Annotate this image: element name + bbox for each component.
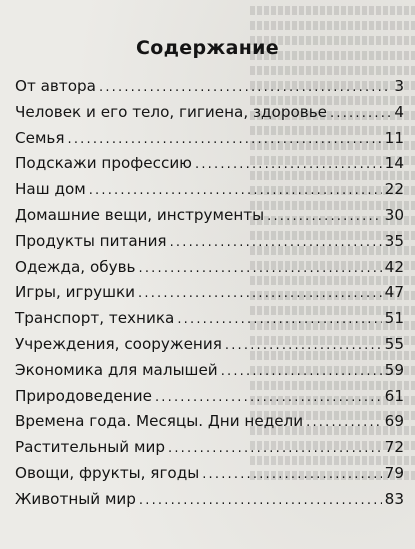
toc-entry-label: Учреждения, сооружения (15, 334, 222, 353)
toc-entry (15, 306, 404, 332)
toc-entry-label: Экономика для малышей (15, 360, 218, 379)
toc-entry (15, 151, 404, 177)
toc-page-number: 83 (384, 489, 404, 508)
toc-leader-dots (170, 230, 382, 256)
toc-page-number: 69 (384, 412, 404, 431)
toc-leader-dots (177, 307, 381, 333)
toc-page-number: 22 (384, 180, 404, 199)
toc-entry-label: Природоведение (15, 386, 152, 405)
toc-entry-label: Растительный мир (15, 438, 165, 457)
toc-entry (15, 384, 404, 410)
toc-leader-dots (138, 281, 382, 307)
toc-page-number: 3 (394, 77, 404, 95)
toc-leader-dots (139, 256, 382, 282)
toc-page-number: 4 (394, 102, 404, 121)
toc-entry (15, 100, 404, 126)
toc-entry-label: Овощи, фрукты, ягоды (15, 463, 200, 482)
toc-entry-label: Семья (15, 128, 65, 147)
toc-page-number: 14 (384, 154, 404, 173)
toc-entry (15, 229, 404, 255)
toc-entry-label: Транспорт, техника (15, 309, 175, 328)
toc-entry (15, 461, 404, 487)
toc-leader-dots (99, 75, 391, 101)
toc-page-number: 55 (384, 334, 404, 353)
toc-entry-label: Животный мир (15, 489, 136, 508)
toc-page-number: 30 (384, 205, 404, 224)
toc-leader-dots (202, 462, 381, 488)
toc-entry (15, 435, 404, 461)
toc-leader-dots (139, 488, 382, 514)
toc-entry (15, 177, 404, 203)
toc-entry-label: Наш дом (15, 180, 86, 199)
toc-entry-label: Домашние вещи, инструменты (15, 205, 265, 224)
toc-leader-dots (195, 152, 382, 178)
toc-leader-dots (155, 385, 382, 411)
toc-page-number: 79 (384, 463, 404, 482)
toc-entry (15, 358, 404, 384)
toc-page-number: 72 (384, 438, 404, 457)
toc-leader-dots (330, 101, 391, 127)
toc-entry (15, 126, 404, 152)
toc-entry (15, 74, 404, 100)
toc-entry-label: Человек и его тело, гигиена, здоровье (15, 102, 328, 121)
toc-page-number: 61 (384, 386, 404, 405)
toc-page-number: 42 (384, 257, 404, 276)
toc-leader-dots (89, 178, 382, 204)
toc-entry-label: Игры, игрушки (15, 283, 136, 302)
toc-leader-dots (221, 359, 382, 385)
toc-page-number: 47 (384, 283, 404, 302)
toc-leader-dots (168, 436, 382, 462)
toc-entry (15, 280, 404, 306)
toc-page-number: 59 (384, 360, 404, 379)
toc-entry-label: Одежда, обувь (15, 257, 136, 276)
toc-leader-dots (267, 204, 382, 230)
toc-entry (15, 332, 404, 358)
toc-entry-label: Продукты питания (15, 231, 167, 250)
toc-leader-dots (306, 410, 382, 436)
contents-title: Содержание (136, 37, 279, 59)
toc-leader-dots (68, 127, 382, 153)
toc-entry (15, 255, 404, 281)
table-of-contents (15, 74, 404, 513)
toc-page-number: 51 (384, 309, 404, 328)
toc-entry-label: От автора (15, 77, 96, 95)
toc-entry (15, 203, 404, 229)
toc-entry (15, 409, 404, 435)
toc-entry (15, 487, 404, 513)
toc-page-number: 11 (384, 128, 404, 147)
toc-leader-dots (225, 333, 382, 359)
toc-entry-label: Времена года. Месяцы. Дни недели (15, 412, 304, 431)
toc-page-number: 35 (384, 231, 404, 250)
toc-entry-label: Подскажи профессию (15, 154, 192, 173)
